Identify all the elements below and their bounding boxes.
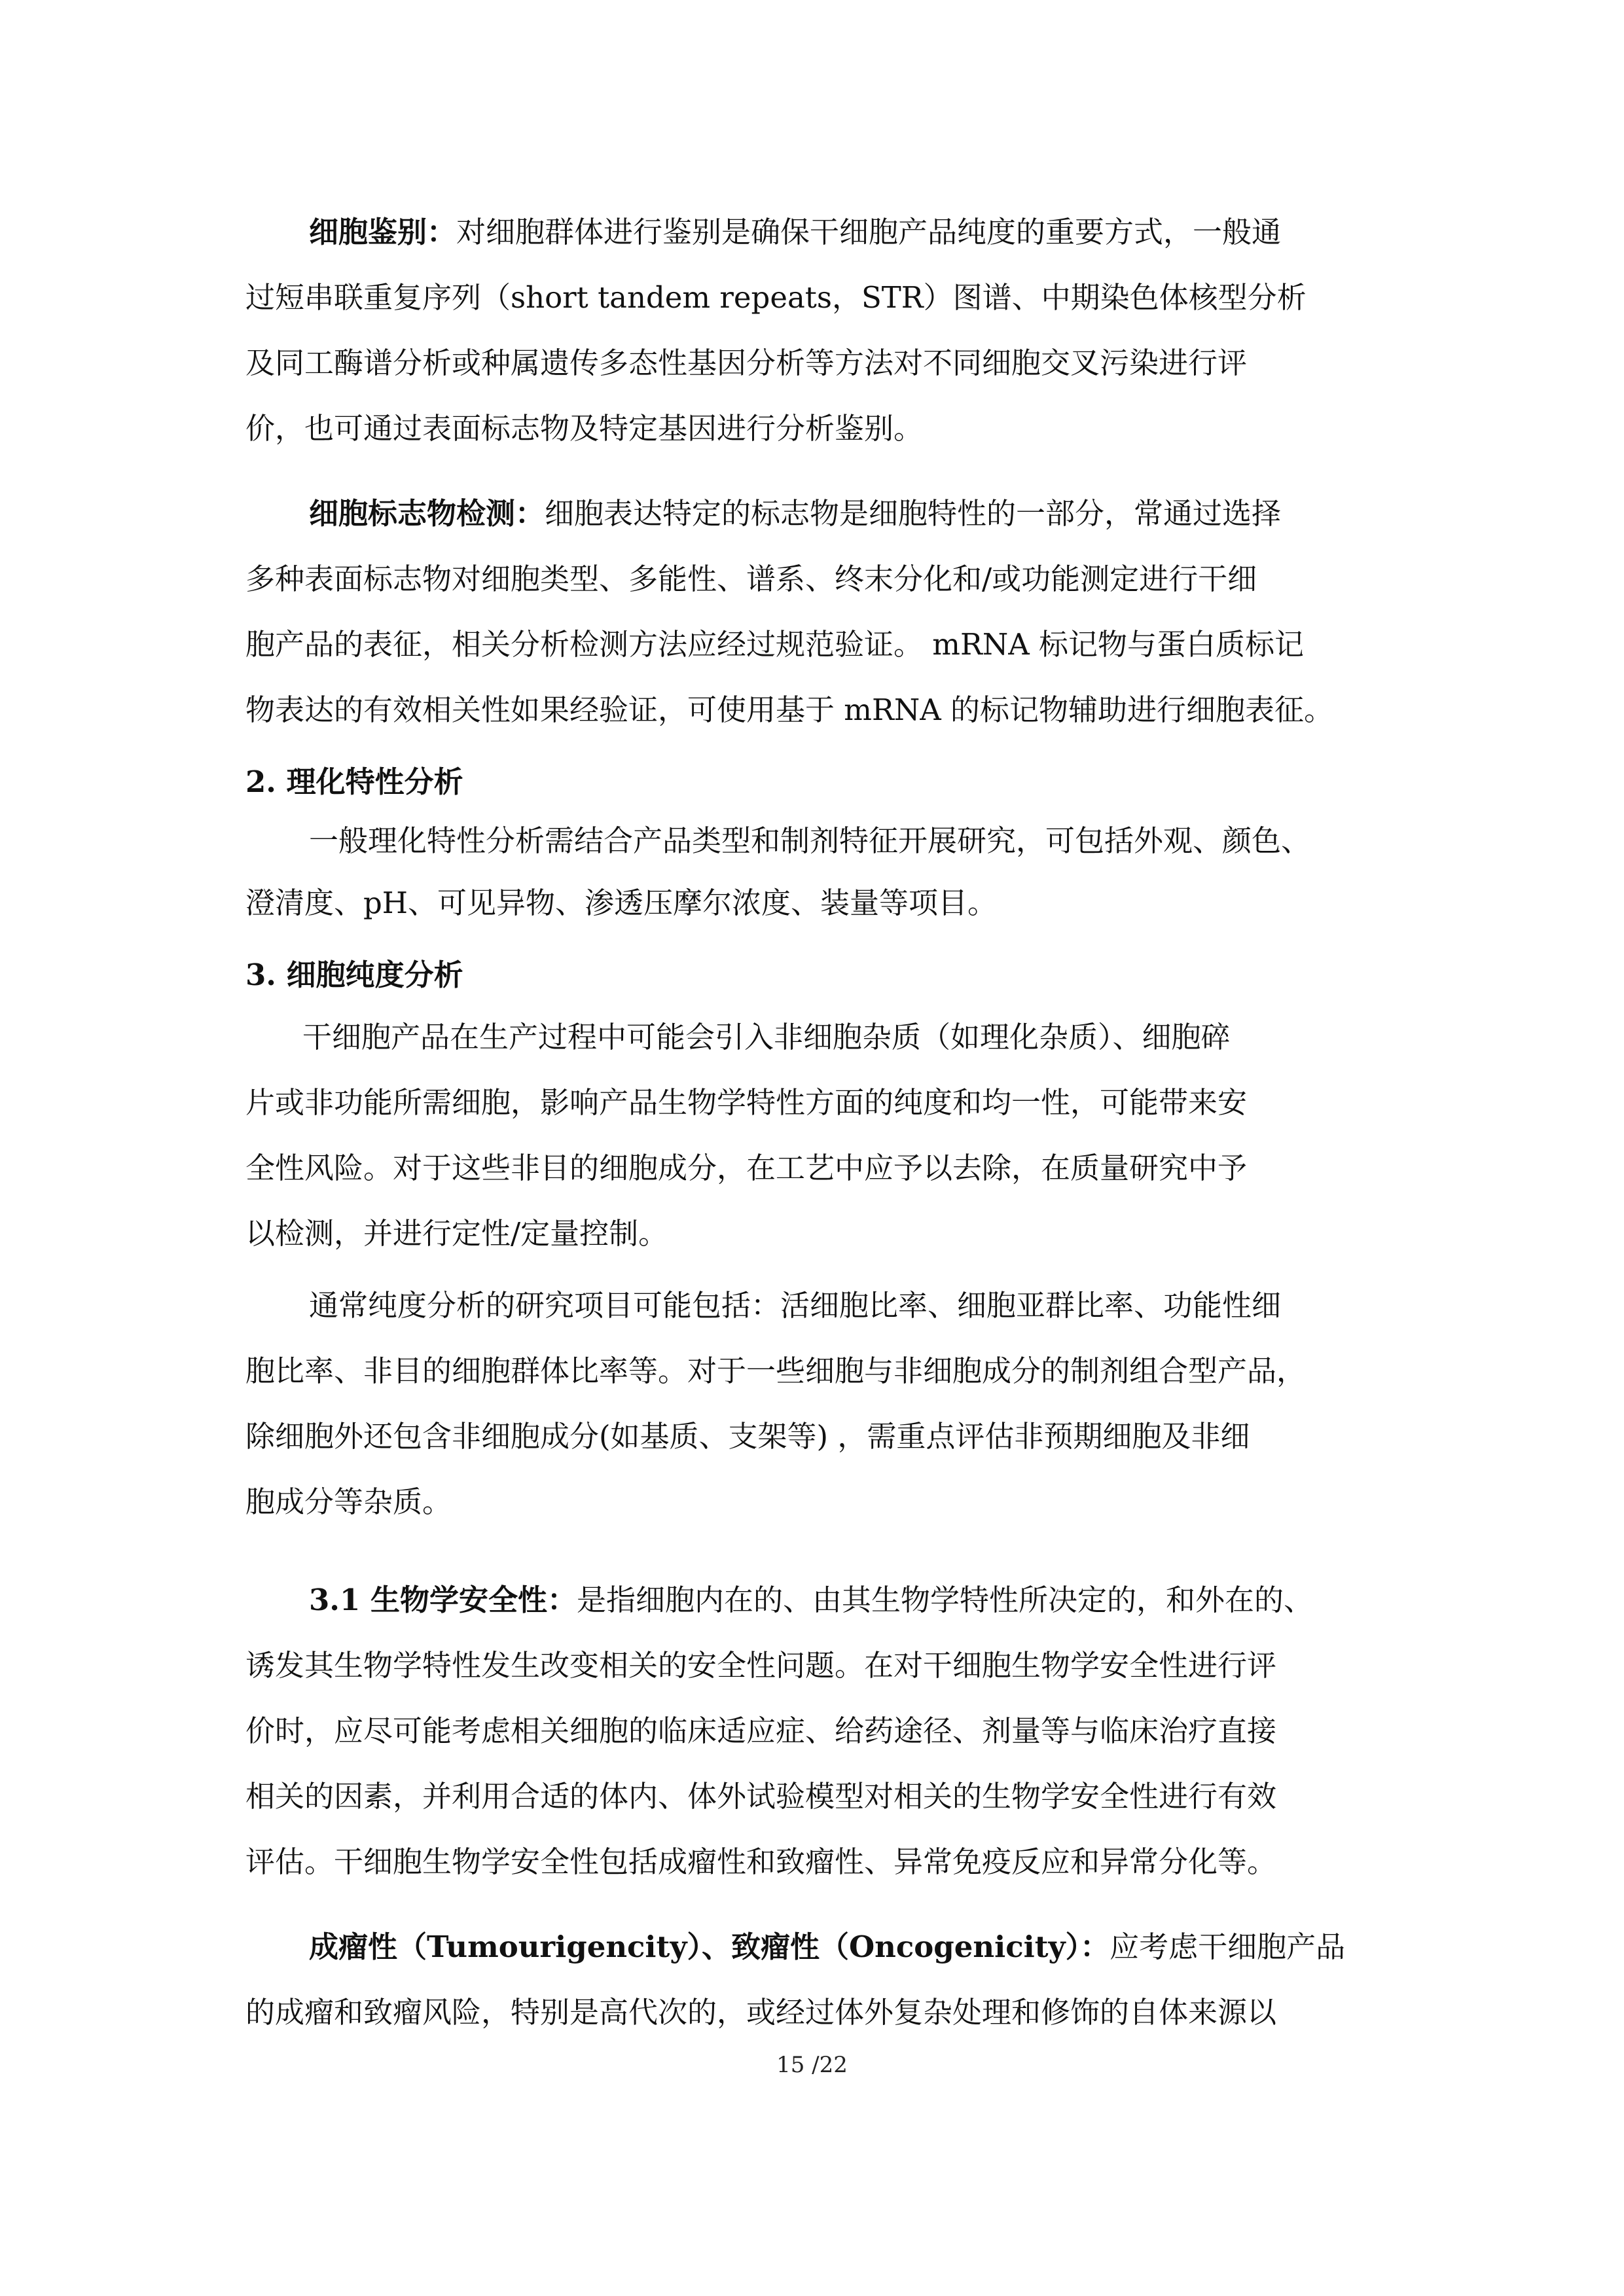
page-number: 15 /22 [776,2052,848,2078]
text-line: 一般理化特性分析需结合产品类型和制剂特征开展研究，可包括外观、颜色、 [309,823,1311,858]
text-line: 对细胞群体进行鉴别是确保干细胞产品纯度的重要方式，一般通 [456,215,1282,249]
section-heading-3: 3. 细胞纯度分析 [245,958,463,992]
text-line: 胞比率、非目的细胞群体比率等。对于一些细胞与非细胞成分的制剂组合型产品， [245,1354,1307,1388]
text-line: 应考虑干细胞产品 [1110,1929,1346,1964]
text-line: 及同工酶谱分析或种属遗传多态性基因分析等方法对不同细胞交叉污染进行评 [245,346,1248,380]
text-line: 胞成分等杂质。 [245,1484,452,1519]
paragraph-lead: 细胞鉴别： [309,215,457,249]
text-line: 诱发其生物学特性发生改变相关的安全性问题。在对干细胞生物学安全性进行评 [245,1648,1277,1683]
text-line: 细胞表达特定的标志物是细胞特性的一部分，常通过选择 [545,496,1282,531]
text-line: 多种表面标志物对细胞类型、多能性、谱系、终末分化和/或功能测定进行干细 [245,562,1257,596]
text-line: 相关的因素，并利用合适的体内、体外试验模型对相关的生物学安全性进行有效 [245,1779,1277,1814]
paragraph-lead: 细胞标志物检测： [309,496,545,531]
text-line: 评估。干细胞生物学安全性包括成瘤性和致瘤性、异常免疫反应和异常分化等。 [245,1844,1277,1879]
text-line: 片或非功能所需细胞，影响产品生物学特性方面的纯度和均一性，可能带来安 [245,1085,1248,1120]
paragraph-lead: 3.1 生物学安全性： [309,1583,577,1617]
paragraph-lead: 成瘤性（Tumourigencity）、致瘤性（Oncogenicity）： [309,1929,1110,1964]
text-line: 以检测，并进行定性/定量控制。 [245,1216,668,1251]
text-line: 胞产品的表征，相关分析检测方法应经过规范验证。 mRNA 标记物与蛋白质标记 [245,627,1305,662]
text-line: 价时，应尽可能考虑相关细胞的临床适应症、给药途径、剂量等与临床治疗直接 [245,1713,1277,1748]
text-line: 除细胞外还包含非细胞成分(如基质、支架等) ，需重点评估非预期细胞及非细 [245,1419,1250,1454]
text-line: 是指细胞内在的、由其生物学特性所决定的，和外在的、 [576,1583,1313,1617]
text-line: 过短串联重复序列（short tandem repeats，STR）图谱、中期染色体核型分析 [245,280,1307,315]
text-line: 价，也可通过表面标志物及特定基因进行分析鉴别。 [245,411,924,446]
text-line: 通常纯度分析的研究项目可能包括：活细胞比率、细胞亚群比率、功能性细 [309,1288,1282,1323]
section-heading-2: 2. 理化特性分析 [245,764,463,799]
text-line: 全性风险。对于这些非目的细胞成分，在工艺中应予以去除，在质量研究中予 [245,1151,1248,1185]
text-line: 的成瘤和致瘤风险，特别是高代次的，或经过体外复杂处理和修饰的自体来源以 [245,1995,1277,2030]
text-line: 干细胞产品在生产过程中可能会引入非细胞杂质（如理化杂质）、细胞碎 [302,1020,1231,1054]
text-line: 澄清度、pH、可见异物、渗透压摩尔浓度、装量等项目。 [245,886,998,920]
text-line: 物表达的有效相关性如果经验证，可使用基于 mRNA 的标记物辅助进行细胞表征。 [245,692,1334,727]
